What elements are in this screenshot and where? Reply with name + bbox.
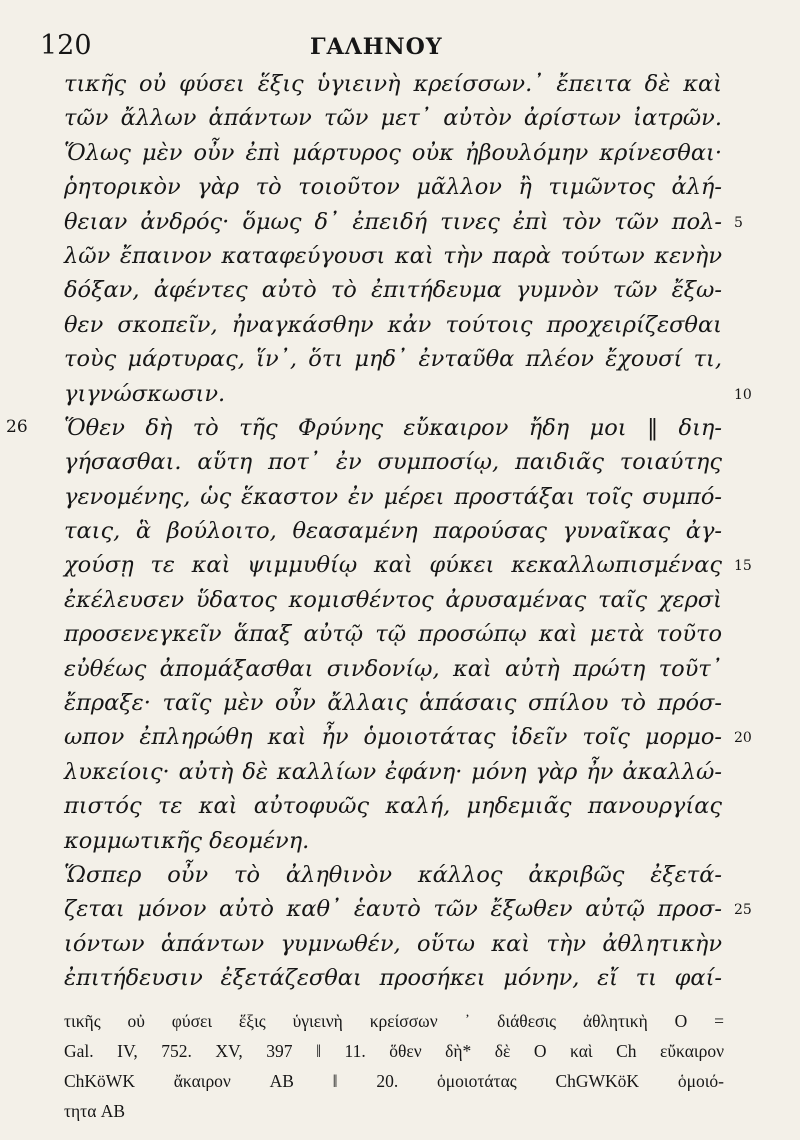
apparatus-line: Gal. IV, 752. XV, 397 ‖ 11. ὅθεν δὴ* δὲ O καὶ Ch εὔκαιρον	[64, 1041, 724, 1061]
text-line-content: ωπον ἐπληρώθη καὶ ἦν ὁμοιοτάτας ἰδεῖν τοῖς μορμο-	[64, 724, 722, 751]
text-line-content: ζεται μόνον αὐτὸ καθ᾿ ἑαυτὸ τῶν ἔξωθεν αὐτῷ προσ-	[64, 896, 722, 923]
text-line	[0, 514, 800, 548]
text-line	[0, 927, 800, 961]
text-line	[0, 755, 800, 789]
text-line-content: χούσῃ τε καὶ ψιμμυθίῳ καὶ φύκει κεκαλλωπισμένας	[64, 552, 722, 579]
text-line	[0, 101, 800, 135]
text-line	[0, 411, 800, 445]
text-line	[0, 342, 800, 376]
text-line	[0, 377, 800, 411]
text-line-content: θειαν ἀνδρός· ὅμως δ᾿ ἐπειδή τινες ἐπὶ τὸν τῶν πολ-	[64, 208, 722, 235]
text-line	[0, 824, 800, 858]
running-title: ΓΑΛΗΝΟΥ	[310, 34, 443, 60]
line-number: 20	[734, 730, 752, 747]
apparatus-line: τικῆς οὐ φύσει ἕξις ὑγιεινὴ κρείσσων ᾿ διάθεσις ἀθλητικὴ O =	[64, 1011, 724, 1031]
line-number: 5	[734, 214, 743, 231]
text-line-content: κομμωτικῆς δεομένη.	[64, 827, 310, 854]
text-line	[0, 136, 800, 170]
text-line	[0, 583, 800, 617]
text-line-content: ἐκέλευσεν ὕδατος κομισθέντος ἀρυσαμένας ταῖς χερσὶ	[64, 586, 722, 613]
text-line-content: τοὺς μάρτυρας, ἵν᾿, ὅτι μηδ᾿ ἐνταῦθα πλέον ἔχουσί τι,	[64, 346, 722, 373]
text-line	[0, 205, 800, 239]
main-text	[0, 67, 800, 996]
text-line-content: ιόντων ἁπάντων γυμνωθέν, οὕτω καὶ τὴν ἀθλητικὴν	[64, 930, 722, 957]
line-number: 15	[734, 558, 752, 575]
critical-apparatus	[64, 1006, 724, 1126]
text-line-content: γενομένης, ὡς ἕκαστον ἐν μέρει προστάξαι τοῖς συμπό-	[64, 483, 722, 510]
text-line-content: ἔπραξε· ταῖς μὲν οὖν ἄλλαις ἁπάσαις σπίλου τὸ πρόσ-	[64, 690, 722, 717]
text-line-content: δόξαν, ἀφέντες αὐτὸ τὸ ἐπιτήδευμα γυμνὸν τῶν ἔξω-	[64, 277, 722, 304]
text-line-content: ῥητορικὸν γὰρ τὸ τοιοῦτον μᾶλλον ἢ τιμῶντος ἀλή-	[64, 174, 722, 201]
text-line	[0, 308, 800, 342]
line-number: 10	[734, 386, 752, 403]
text-line-content: ἐπιτήδευσιν ἐξετάζεσθαι προσήκει μόνην, εἴ τι φαί-	[64, 965, 722, 992]
text-line-content: προσενεγκεῖν ἅπαξ αὐτῷ τῷ προσώπῳ καὶ μετὰ τοῦτο	[64, 621, 722, 648]
text-line	[0, 617, 800, 651]
line-number: 25	[734, 902, 752, 919]
apparatus-line: ChKöWK ἄκαιρον AB ‖ 20. ὁμοιοτάτας ChGWKöK ὁμοιό-	[64, 1071, 724, 1091]
text-line	[0, 789, 800, 823]
text-line	[0, 686, 800, 720]
text-line	[0, 961, 800, 995]
text-line-content: τικῆς οὐ φύσει ἕξις ὑγιεινὴ κρείσσων.᾿ ἔπειτα δὲ καὶ	[64, 71, 722, 97]
text-line-content: λυκείοις· αὐτὴ δὲ καλλίων ἐφάνη· μόνη γὰρ ἦν ἀκαλλώ-	[64, 758, 722, 785]
text-line	[0, 892, 800, 926]
text-line	[0, 170, 800, 204]
text-line-content: ταις, ἃ βούλοιτο, θεασαμένη παρούσας γυναῖκας ἀγ-	[64, 518, 722, 545]
text-line	[0, 445, 800, 479]
text-line-content: πιστός τε καὶ αὐτοφυῶς καλή, μηδεμιᾶς πανουργίας	[64, 793, 722, 820]
text-line-content: γήσασθαι. αὕτη ποτ᾿ ἐν συμποσίῳ, παιδιᾶς τοιαύτης	[64, 449, 722, 476]
page-header	[0, 26, 800, 66]
margin-reference: 26	[6, 416, 28, 437]
text-line-content: θεν σκοπεῖν, ἠναγκάσθην κἀν τούτοις προχειρίζεσθαι	[64, 311, 722, 338]
text-line-content: λῶν ἔπαινον καταφεύγουσι καὶ τὴν παρὰ τούτων κενὴν	[64, 242, 722, 269]
text-line-content: εὐθέως ἀπομάξασθαι σινδονίῳ, καὶ αὐτὴ πρώτη τοῦτ᾿	[64, 655, 722, 682]
text-line	[0, 480, 800, 514]
text-line	[0, 858, 800, 892]
page-number: 120	[40, 30, 92, 61]
apparatus-line: τητα AB	[64, 1101, 126, 1121]
text-line	[0, 652, 800, 686]
text-line-content: Ὥσπερ οὖν τὸ ἀληθινὸν κάλλος ἀκριβῶς ἐξετά-	[64, 861, 722, 888]
text-line-content: τῶν ἄλλων ἁπάντων τῶν μετ᾿ αὐτὸν ἀρίστων ἰατρῶν.	[64, 105, 722, 132]
text-line-content: γιγνώσκωσιν.	[64, 380, 226, 407]
text-line	[0, 239, 800, 273]
text-line	[0, 273, 800, 307]
text-line-content: Ὅλως μὲν οὖν ἐπὶ μάρτυρος οὐκ ἠβουλόμην κρίνεσθαι·	[64, 139, 722, 166]
text-line	[0, 67, 800, 101]
text-line	[0, 548, 800, 582]
text-line-content: Ὅθεν δὴ τὸ τῆς Φρύνης εὔκαιρον ἤδη μοι ‖ διη-	[64, 414, 722, 441]
text-line	[0, 720, 800, 754]
